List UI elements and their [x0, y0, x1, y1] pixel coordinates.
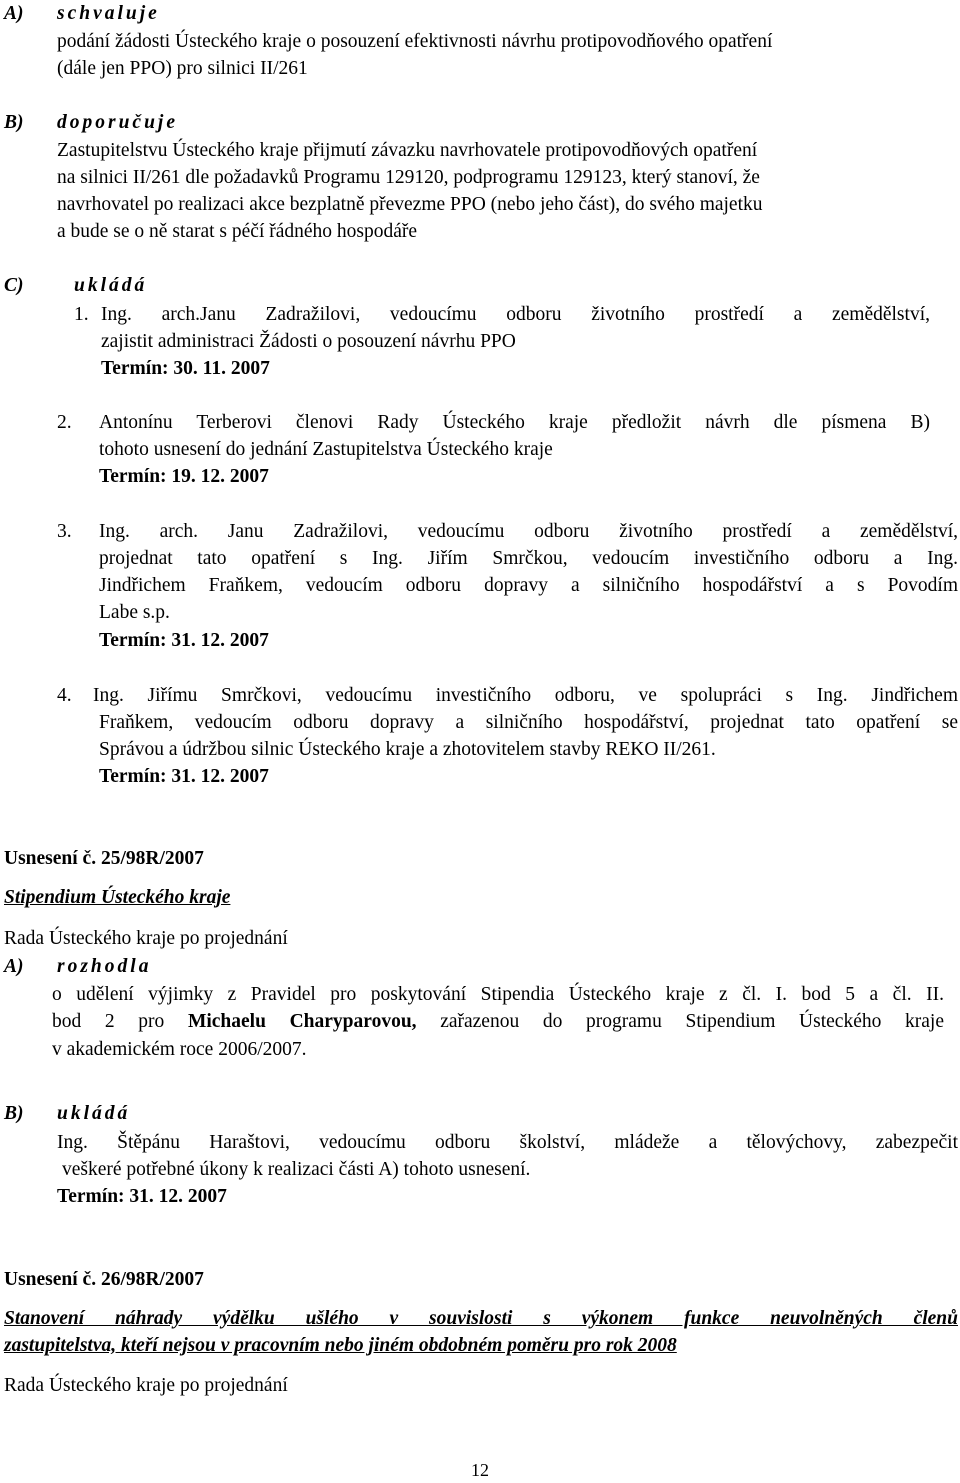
- task-line: Ing. arch.Janu Zadražilovi, vedoucímu odboru životního prostředí a zemědělství,: [101, 304, 930, 325]
- task-line: Správou a údržbou silnic Ústeckého kraje a zhotovitelem stavby REKO II/261.: [99, 739, 716, 760]
- task-number: 4.: [57, 685, 72, 706]
- resolution-b-line: Ing. Štěpánu Haraštovi, vedoucímu odboru školství, mládeže a tělovýchovy, zabezpečit: [57, 1132, 958, 1153]
- resolution-a-text: bod 2 pro: [52, 1011, 188, 1032]
- task-line: tohoto usnesení do jednání Zastupitelstva Ústeckého kraje: [99, 439, 553, 460]
- resolution-a-heading: rozhodla: [57, 956, 152, 977]
- section-c-heading: ukládá: [74, 275, 148, 296]
- section-b-line: navrhovatel po realizaci akce bezplatně převezme PPO (nebo jeho část), do svého majetku: [57, 194, 763, 215]
- section-a-heading: schvaluje: [57, 3, 160, 24]
- task-line: zajistit administraci Žádosti o posouzení návrhu PPO: [101, 331, 516, 352]
- resolution-b-heading: ukládá: [57, 1103, 131, 1124]
- resolution-intro: Rada Ústeckého kraje po projednání: [4, 928, 288, 949]
- task-line: Labe s.p.: [99, 602, 170, 623]
- section-b-line: na silnici II/261 dle požadavků Programu 129120, podprogramu 129123, který stanoví, že: [57, 167, 760, 188]
- task-line: projednat tato opatření s Ing. Jiřím Smrčkou, vedoucím investičního odboru a Ing.: [99, 548, 958, 569]
- section-a-letter: A): [4, 3, 24, 24]
- task-deadline: Termín: 19. 12. 2007: [99, 466, 269, 487]
- task-line: Ing. arch. Janu Zadražilovi, vedoucímu odboru životního prostředí a zemědělství,: [99, 521, 958, 542]
- task-line: Jindřichem Fraňkem, vedoucím odboru dopravy a silničního hospodářství a s Povodím: [99, 575, 958, 596]
- section-c-letter: C): [4, 275, 24, 296]
- page-number: 12: [471, 1460, 489, 1480]
- task-number: 1.: [74, 304, 89, 325]
- resolution-b-line: veškeré potřebné úkony k realizaci části A) tohoto usnesení.: [62, 1159, 531, 1180]
- section-a-line: (dále jen PPO) pro silnici II/261: [57, 58, 308, 79]
- resolution-number: Usnesení č. 25/98R/2007: [4, 848, 204, 869]
- task-line: Fraňkem, vedoucím odboru dopravy a silničního hospodářství, projednat tato opatření se: [99, 712, 958, 733]
- resolution-a-line: v akademickém roce 2006/2007.: [52, 1039, 307, 1060]
- section-b-line: a bude se o ně starat s péčí řádného hospodáře: [57, 221, 418, 242]
- task-deadline: Termín: 30. 11. 2007: [101, 358, 270, 379]
- section-a-line: podání žádosti Ústeckého kraje o posouzení efektivnosti návrhu protipovodňového opatření: [57, 31, 773, 52]
- task-deadline: Termín: 31. 12. 2007: [99, 630, 269, 651]
- resolution-a-line: o udělení výjimky z Pravidel pro poskytování Stipendia Ústeckého kraje z čl. I. bod 5 a čl. II.: [52, 984, 944, 1005]
- task-deadline: Termín: 31. 12. 2007: [99, 766, 269, 787]
- resolution-b-letter: B): [4, 1103, 24, 1124]
- resolution-a-line: [52, 1012, 944, 1032]
- resolution-title: Stanovení náhrady výdělku ušlého v souvislosti s výkonem funkce neuvolněných členů: [4, 1308, 958, 1329]
- resolution-title: Stipendium Ústeckého kraje: [4, 887, 231, 908]
- section-b-letter: B): [4, 112, 24, 133]
- section-b-line: Zastupitelstvu Ústeckého kraje přijmutí závazku navrhovatele protipovodňových opatření: [57, 140, 758, 161]
- task-line: Antonínu Terberovi členovi Rady Ústeckého kraje předložit návrh dle písmena B): [99, 412, 930, 433]
- resolution-b-deadline: Termín: 31. 12. 2007: [57, 1186, 227, 1207]
- resolution-a-letter: A): [4, 956, 24, 977]
- task-number: 2.: [57, 412, 72, 433]
- task-line: Ing. Jiřímu Smrčkovi, vedoucímu investičního odboru, ve spolupráci s Ing. Jindřichem: [93, 685, 958, 706]
- resolution-title: zastupitelstva, kteří nejsou v pracovním nebo jiném obdobném poměru pro rok 2008: [4, 1335, 677, 1356]
- recipient-name: Michaelu Charyparovou,: [187, 1011, 417, 1032]
- resolution-intro: Rada Ústeckého kraje po projednání: [4, 1375, 288, 1396]
- resolution-number: Usnesení č. 26/98R/2007: [4, 1269, 204, 1290]
- resolution-a-text: zařazenou do programu Stipendium Ústeckého kraje: [416, 1011, 944, 1032]
- task-number: 3.: [57, 521, 72, 542]
- section-b-heading: doporučuje: [57, 112, 179, 133]
